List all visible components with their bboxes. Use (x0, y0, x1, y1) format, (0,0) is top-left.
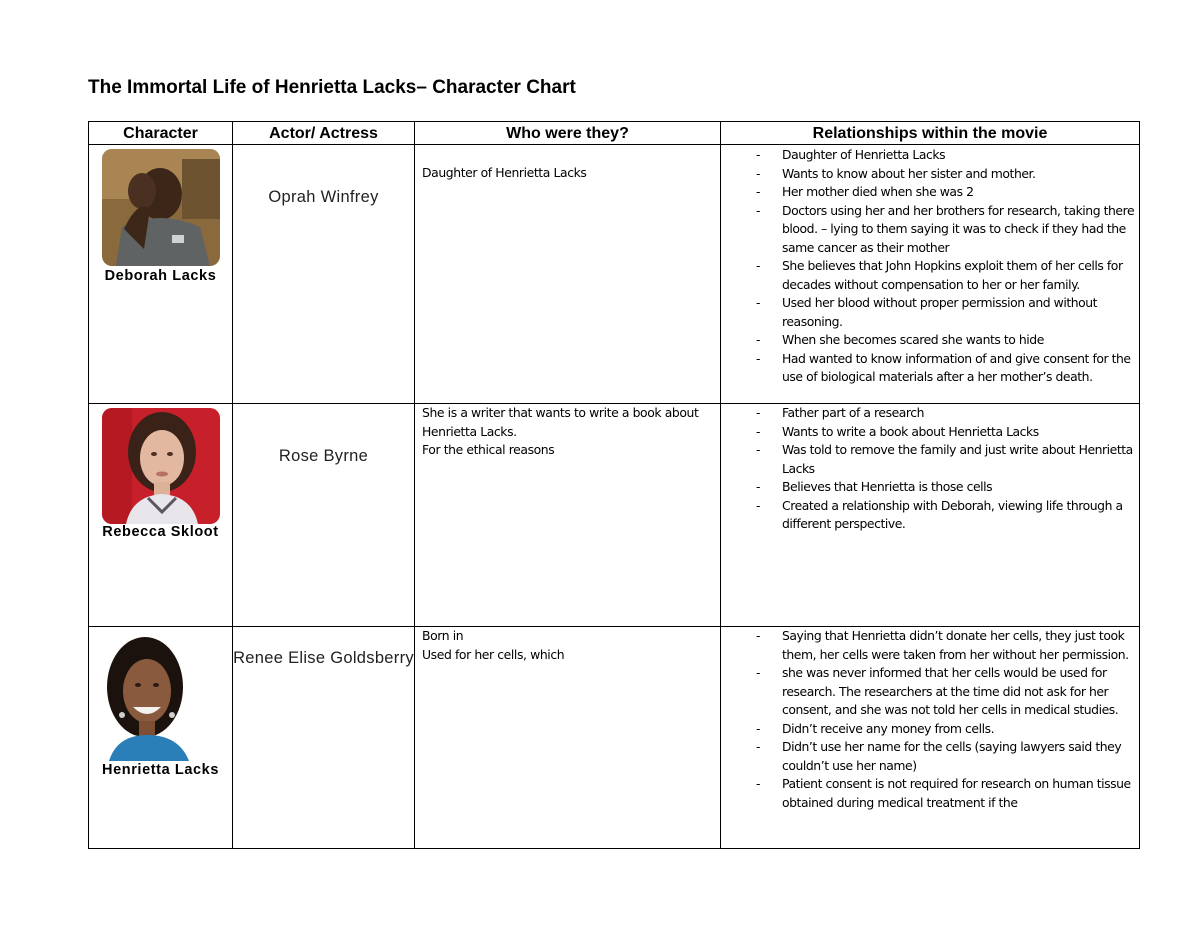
character-cell (89, 404, 233, 627)
list-item: - she was never informed that her cells would be used for research. The researchers at the time did not ask for her consent, and she was not told her cells in medical studies. (756, 665, 1119, 717)
header-row (89, 122, 1140, 145)
list-item: - Didn’t use her name for the cells (saying lawyers said they couldn’t use her name) (756, 739, 1122, 773)
character-name: Henrietta Lacks (102, 762, 219, 778)
who-cell (415, 404, 721, 627)
list-item: - Father part of a research (756, 405, 925, 420)
list-item: - Saying that Henrietta didn’t donate her cells, they just took them, her cells were taken from her without her permission. (756, 628, 1129, 662)
list-item: - Doctors using her and her brothers for research, taking there blood. – lying to them saying it was to check if they had the same cancer as their mother (756, 202, 1135, 255)
list-item: - Used her blood without proper permission and without reasoning. (756, 295, 1098, 329)
actor-cell (233, 404, 415, 627)
who-line: For the ethical reasons (422, 442, 555, 457)
list-item: - Believes that Henrietta is those cells (756, 479, 993, 494)
who-line: Daughter of Henrietta Lacks (422, 165, 587, 180)
who-line: She is a writer that wants to write a book about Henrietta Lacks. (422, 405, 699, 439)
actor-name: Renee Elise Goldsberry (233, 649, 414, 667)
table-row (89, 404, 1140, 627)
list-item: - When she becomes scared she wants to hide (756, 332, 1044, 347)
header-character: Character (89, 122, 233, 145)
henrietta-lacks-photo (95, 631, 199, 761)
list-item: - Didn’t receive any money from cells. (756, 720, 995, 736)
character-chart-table (88, 121, 1140, 849)
actor-cell (233, 145, 415, 404)
list-item: - Patient consent is not required for research on human tissue obtained during medical treatment if the (756, 776, 1131, 810)
relationships-cell (721, 145, 1140, 404)
who-cell (415, 627, 721, 849)
list-item: - She believes that John Hopkins exploit them of her cells for decades without compensation to her or her family. (756, 258, 1123, 292)
relationships-cell (721, 627, 1140, 849)
character-cell (89, 627, 233, 849)
list-item: - Wants to know about her sister and mother. (756, 165, 1036, 181)
deborah-lacks-photo (102, 149, 220, 266)
who-cell (415, 145, 721, 404)
table-row (89, 145, 1140, 404)
header-actor: Actor/ Actress (233, 122, 415, 145)
table-row (89, 627, 1140, 849)
actor-name: Oprah Winfrey (268, 188, 379, 206)
header-relationships: Relationships within the movie (721, 122, 1140, 145)
actor-cell (233, 627, 415, 849)
list-item: - Her mother died when she was 2 (756, 184, 974, 199)
list-item: - Wants to write a book about Henrietta Lacks (756, 423, 1039, 439)
character-name: Deborah Lacks (104, 268, 217, 284)
rebecca-skloot-photo (102, 408, 220, 524)
character-name: Rebecca Skloot (102, 524, 219, 540)
header-who: Who were they? (415, 122, 721, 145)
document-title: The Immortal Life of Henrietta Lacks– Character Chart (88, 77, 576, 98)
list-item: - Was told to remove the family and just write about Henrietta Lacks (756, 442, 1133, 476)
list-item: - Created a relationship with Deborah, viewing life through a different perspective. (756, 497, 1123, 531)
list-item: - Had wanted to know information of and give consent for the use of biological materials after a her mother’s death. (756, 350, 1131, 384)
actor-name: Rose Byrne (278, 447, 369, 465)
character-cell (89, 145, 233, 404)
list-item: - Daughter of Henrietta Lacks (756, 147, 946, 162)
who-line: Used for her cells, which (422, 646, 565, 662)
who-line: Born in (422, 628, 464, 643)
relationships-cell (721, 404, 1140, 627)
